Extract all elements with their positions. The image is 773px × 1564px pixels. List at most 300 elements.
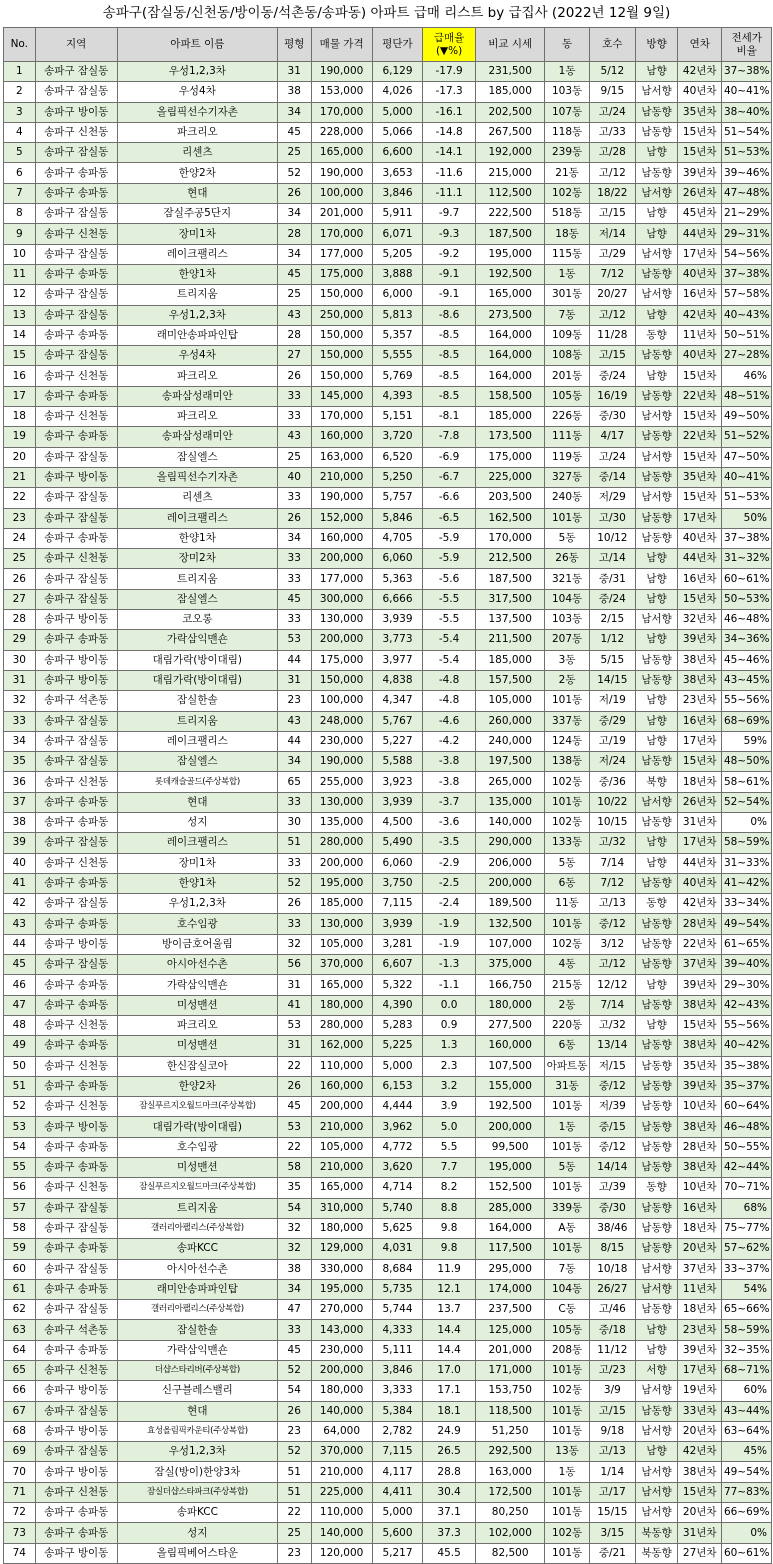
cell-discount-rate: -5.6 bbox=[423, 569, 476, 589]
cell-price-per-pyeong: 5,250 bbox=[372, 467, 423, 487]
cell-unit: 18/22 bbox=[589, 183, 635, 203]
cell-age: 39년차 bbox=[678, 630, 722, 650]
cell-market-price: 132,500 bbox=[475, 914, 545, 934]
cell-age: 27년차 bbox=[678, 1543, 722, 1563]
cell-price-per-pyeong: 5,151 bbox=[372, 407, 423, 427]
cell-apartment-name: 잠실엘스 bbox=[117, 447, 277, 467]
cell-building: 101동 bbox=[545, 1361, 589, 1381]
cell-building: 101동 bbox=[545, 1137, 589, 1157]
cell-pyeong: 52 bbox=[277, 1361, 311, 1381]
cell-jeonse-ratio: 58~61% bbox=[722, 772, 772, 792]
cell-discount-rate: -4.6 bbox=[423, 711, 476, 731]
cell-region: 송파구 신천동 bbox=[35, 772, 117, 792]
cell-jeonse-ratio: 33~37% bbox=[722, 1259, 772, 1279]
cell-apartment-name: 트리지움 bbox=[117, 1198, 277, 1218]
cell-price-per-pyeong: 5,205 bbox=[372, 244, 423, 264]
cell-pyeong: 45 bbox=[277, 264, 311, 284]
cell-building: 101동 bbox=[545, 1482, 589, 1502]
cell-discount-rate: -9.3 bbox=[423, 224, 476, 244]
cell-age: 23년차 bbox=[678, 1320, 722, 1340]
cell-price: 370,000 bbox=[311, 955, 372, 975]
header-market-price: 비교 시세 bbox=[475, 28, 545, 62]
table-row bbox=[4, 366, 772, 386]
cell-jeonse-ratio: 27~28% bbox=[722, 346, 772, 366]
cell-age: 17년차 bbox=[678, 731, 722, 751]
apartment-listing-table bbox=[3, 27, 772, 1564]
cell-discount-rate: -11.1 bbox=[423, 183, 476, 203]
cell-building: 104동 bbox=[545, 1279, 589, 1299]
cell-discount-rate: -14.1 bbox=[423, 143, 476, 163]
cell-jeonse-ratio: 51~53% bbox=[722, 143, 772, 163]
cell-discount-rate: 7.7 bbox=[423, 1158, 476, 1178]
cell-region: 송파구 신천동 bbox=[35, 1361, 117, 1381]
cell-no: 50 bbox=[4, 1056, 36, 1076]
cell-price-per-pyeong: 3,333 bbox=[372, 1381, 423, 1401]
cell-discount-rate: 5.0 bbox=[423, 1117, 476, 1137]
cell-unit: 고/29 bbox=[589, 244, 635, 264]
cell-region: 송파구 신천동 bbox=[35, 1097, 117, 1117]
cell-pyeong: 34 bbox=[277, 752, 311, 772]
cell-discount-rate: 37.1 bbox=[423, 1503, 476, 1523]
table-row bbox=[4, 589, 772, 609]
cell-discount-rate: -1.9 bbox=[423, 914, 476, 934]
cell-unit: 고/46 bbox=[589, 1300, 635, 1320]
cell-apartment-name: 장미1차 bbox=[117, 853, 277, 873]
cell-region: 송파구 신천동 bbox=[35, 549, 117, 569]
cell-price-per-pyeong: 4,444 bbox=[372, 1097, 423, 1117]
cell-price-per-pyeong: 3,888 bbox=[372, 264, 423, 284]
cell-price: 150,000 bbox=[311, 325, 372, 345]
cell-pyeong: 23 bbox=[277, 1543, 311, 1563]
cell-price-per-pyeong: 3,750 bbox=[372, 873, 423, 893]
cell-market-price: 80,250 bbox=[475, 1503, 545, 1523]
cell-price-per-pyeong: 3,977 bbox=[372, 650, 423, 670]
table-row bbox=[4, 447, 772, 467]
cell-building: 7동 bbox=[545, 1259, 589, 1279]
cell-jeonse-ratio: 60~61% bbox=[722, 1543, 772, 1563]
cell-market-price: 212,500 bbox=[475, 549, 545, 569]
cell-market-price: 166,750 bbox=[475, 975, 545, 995]
cell-price: 225,000 bbox=[311, 1482, 372, 1502]
cell-market-price: 195,000 bbox=[475, 1158, 545, 1178]
cell-no: 27 bbox=[4, 589, 36, 609]
cell-unit: 11/12 bbox=[589, 1340, 635, 1360]
cell-no: 9 bbox=[4, 224, 36, 244]
cell-pyeong: 32 bbox=[277, 934, 311, 954]
cell-direction: 남향 bbox=[636, 305, 678, 325]
cell-apartment-name: 현대 bbox=[117, 183, 277, 203]
cell-market-price: 317,500 bbox=[475, 589, 545, 609]
header-apartment-name: 아파트 이름 bbox=[117, 28, 277, 62]
cell-price-per-pyeong: 5,225 bbox=[372, 1036, 423, 1056]
cell-direction: 남서향 bbox=[636, 407, 678, 427]
cell-price: 175,000 bbox=[311, 264, 372, 284]
cell-price-per-pyeong: 5,813 bbox=[372, 305, 423, 325]
cell-discount-rate: -3.5 bbox=[423, 833, 476, 853]
cell-market-price: 140,000 bbox=[475, 812, 545, 832]
cell-price: 230,000 bbox=[311, 1340, 372, 1360]
cell-discount-rate: -8.6 bbox=[423, 305, 476, 325]
cell-apartment-name: 우성4차 bbox=[117, 82, 277, 102]
cell-discount-rate: -2.9 bbox=[423, 853, 476, 873]
cell-unit: 1/12 bbox=[589, 630, 635, 650]
cell-market-price: 107,500 bbox=[475, 1056, 545, 1076]
cell-discount-rate: 28.8 bbox=[423, 1462, 476, 1482]
cell-building: 105동 bbox=[545, 1320, 589, 1340]
cell-price: 105,000 bbox=[311, 934, 372, 954]
cell-price: 110,000 bbox=[311, 1056, 372, 1076]
cell-market-price: 211,500 bbox=[475, 630, 545, 650]
cell-price: 190,000 bbox=[311, 62, 372, 82]
cell-no: 72 bbox=[4, 1503, 36, 1523]
cell-price: 150,000 bbox=[311, 346, 372, 366]
cell-market-price: 102,000 bbox=[475, 1523, 545, 1543]
cell-unit: 중/18 bbox=[589, 1320, 635, 1340]
cell-price-per-pyeong: 6,060 bbox=[372, 549, 423, 569]
cell-pyeong: 43 bbox=[277, 711, 311, 731]
cell-price-per-pyeong: 3,923 bbox=[372, 772, 423, 792]
cell-no: 1 bbox=[4, 62, 36, 82]
cell-building: 2동 bbox=[545, 995, 589, 1015]
cell-market-price: 285,000 bbox=[475, 1198, 545, 1218]
table-row bbox=[4, 670, 772, 690]
cell-region: 송파구 잠실동 bbox=[35, 894, 117, 914]
cell-market-price: 189,500 bbox=[475, 894, 545, 914]
cell-jeonse-ratio: 35~38% bbox=[722, 1056, 772, 1076]
header-building: 동 bbox=[545, 28, 589, 62]
cell-market-price: 164,000 bbox=[475, 346, 545, 366]
cell-region: 송파구 잠실동 bbox=[35, 1259, 117, 1279]
cell-unit: 저/15 bbox=[589, 1056, 635, 1076]
cell-building: 101동 bbox=[545, 1543, 589, 1563]
cell-pyeong: 26 bbox=[277, 894, 311, 914]
cell-apartment-name: 효성올림픽카운티(주상복합) bbox=[117, 1421, 277, 1441]
cell-discount-rate: -11.6 bbox=[423, 163, 476, 183]
cell-unit: 5/12 bbox=[589, 62, 635, 82]
cell-jeonse-ratio: 68~69% bbox=[722, 711, 772, 731]
cell-region: 송파구 방이동 bbox=[35, 1543, 117, 1563]
cell-price-per-pyeong: 5,490 bbox=[372, 833, 423, 853]
cell-age: 38년차 bbox=[678, 650, 722, 670]
cell-unit: 저/39 bbox=[589, 1097, 635, 1117]
cell-market-price: 162,500 bbox=[475, 508, 545, 528]
cell-unit: 2/15 bbox=[589, 610, 635, 630]
cell-discount-rate: 11.9 bbox=[423, 1259, 476, 1279]
cell-price: 201,000 bbox=[311, 204, 372, 224]
cell-age: 17년차 bbox=[678, 508, 722, 528]
table-row bbox=[4, 62, 772, 82]
cell-market-price: 203,500 bbox=[475, 488, 545, 508]
cell-no: 13 bbox=[4, 305, 36, 325]
cell-age: 10년차 bbox=[678, 1097, 722, 1117]
cell-no: 66 bbox=[4, 1381, 36, 1401]
cell-no: 16 bbox=[4, 366, 36, 386]
cell-unit: 중/14 bbox=[589, 467, 635, 487]
table-row bbox=[4, 1442, 772, 1462]
table-row bbox=[4, 1361, 772, 1381]
cell-price-per-pyeong: 3,939 bbox=[372, 914, 423, 934]
cell-jeonse-ratio: 38~40% bbox=[722, 102, 772, 122]
cell-region: 송파구 잠실동 bbox=[35, 143, 117, 163]
cell-region: 송파구 방이동 bbox=[35, 934, 117, 954]
cell-discount-rate: -1.9 bbox=[423, 934, 476, 954]
cell-price-per-pyeong: 4,333 bbox=[372, 1320, 423, 1340]
cell-direction: 남서향 bbox=[636, 488, 678, 508]
cell-discount-rate: 12.1 bbox=[423, 1279, 476, 1299]
cell-unit: 10/22 bbox=[589, 792, 635, 812]
cell-price-per-pyeong: 5,735 bbox=[372, 1279, 423, 1299]
table-row bbox=[4, 244, 772, 264]
cell-building: 101동 bbox=[545, 1097, 589, 1117]
cell-jeonse-ratio: 40~41% bbox=[722, 82, 772, 102]
cell-jeonse-ratio: 29~31% bbox=[722, 224, 772, 244]
cell-market-price: 192,500 bbox=[475, 264, 545, 284]
table-row bbox=[4, 1320, 772, 1340]
cell-region: 송파구 송파동 bbox=[35, 1158, 117, 1178]
table-row bbox=[4, 325, 772, 345]
cell-direction: 북향 bbox=[636, 772, 678, 792]
cell-age: 28년차 bbox=[678, 914, 722, 934]
cell-building: 아파트동 bbox=[545, 1056, 589, 1076]
cell-price-per-pyeong: 3,620 bbox=[372, 1158, 423, 1178]
cell-direction: 북동향 bbox=[636, 1523, 678, 1543]
cell-no: 62 bbox=[4, 1300, 36, 1320]
cell-age: 16년차 bbox=[678, 569, 722, 589]
cell-market-price: 117,500 bbox=[475, 1239, 545, 1259]
cell-discount-rate: -5.4 bbox=[423, 630, 476, 650]
cell-price-per-pyeong: 5,283 bbox=[372, 1015, 423, 1035]
cell-no: 58 bbox=[4, 1218, 36, 1238]
table-row bbox=[4, 914, 772, 934]
cell-discount-rate: -9.2 bbox=[423, 244, 476, 264]
cell-price: 129,000 bbox=[311, 1239, 372, 1259]
cell-no: 31 bbox=[4, 670, 36, 690]
cell-price-per-pyeong: 3,773 bbox=[372, 630, 423, 650]
cell-market-price: 187,500 bbox=[475, 224, 545, 244]
cell-pyeong: 33 bbox=[277, 610, 311, 630]
cell-apartment-name: 갤러리아팰리스(주상복합) bbox=[117, 1300, 277, 1320]
cell-age: 10년차 bbox=[678, 1178, 722, 1198]
cell-building: 220동 bbox=[545, 1015, 589, 1035]
cell-region: 송파구 신천동 bbox=[35, 1015, 117, 1035]
header-no: No. bbox=[4, 28, 36, 62]
table-row bbox=[4, 204, 772, 224]
cell-pyeong: 25 bbox=[277, 1523, 311, 1543]
cell-age: 32년차 bbox=[678, 610, 722, 630]
cell-direction: 남향 bbox=[636, 1015, 678, 1035]
cell-unit: 중/31 bbox=[589, 569, 635, 589]
cell-age: 44년차 bbox=[678, 549, 722, 569]
cell-price: 195,000 bbox=[311, 873, 372, 893]
cell-building: 31동 bbox=[545, 1076, 589, 1096]
cell-building: 4동 bbox=[545, 955, 589, 975]
cell-discount-rate: 18.1 bbox=[423, 1401, 476, 1421]
cell-pyeong: 26 bbox=[277, 366, 311, 386]
cell-direction: 동향 bbox=[636, 325, 678, 345]
cell-pyeong: 43 bbox=[277, 427, 311, 447]
cell-no: 10 bbox=[4, 244, 36, 264]
cell-unit: 8/15 bbox=[589, 1239, 635, 1259]
cell-discount-rate: -16.1 bbox=[423, 102, 476, 122]
cell-market-price: 273,500 bbox=[475, 305, 545, 325]
cell-building: 208동 bbox=[545, 1340, 589, 1360]
cell-direction: 서향 bbox=[636, 1361, 678, 1381]
cell-discount-rate: -5.9 bbox=[423, 549, 476, 569]
cell-discount-rate: 14.4 bbox=[423, 1320, 476, 1340]
cell-apartment-name: 대림가락(방이대림) bbox=[117, 670, 277, 690]
cell-building: 101동 bbox=[545, 1401, 589, 1421]
cell-no: 52 bbox=[4, 1097, 36, 1117]
cell-no: 71 bbox=[4, 1482, 36, 1502]
cell-direction: 남동향 bbox=[636, 1117, 678, 1137]
cell-region: 송파구 신천동 bbox=[35, 1056, 117, 1076]
cell-no: 5 bbox=[4, 143, 36, 163]
cell-age: 40년차 bbox=[678, 346, 722, 366]
cell-age: 22년차 bbox=[678, 427, 722, 447]
cell-pyeong: 34 bbox=[277, 528, 311, 548]
cell-direction: 남향 bbox=[636, 975, 678, 995]
cell-price: 310,000 bbox=[311, 1198, 372, 1218]
cell-unit: 저/29 bbox=[589, 488, 635, 508]
cell-age: 38년차 bbox=[678, 670, 722, 690]
cell-building: 138동 bbox=[545, 752, 589, 772]
cell-no: 2 bbox=[4, 82, 36, 102]
cell-no: 56 bbox=[4, 1178, 36, 1198]
cell-apartment-name: 우성1,2,3차 bbox=[117, 62, 277, 82]
cell-pyeong: 31 bbox=[277, 975, 311, 995]
cell-jeonse-ratio: 50~51% bbox=[722, 325, 772, 345]
cell-apartment-name: 레이크팰리스 bbox=[117, 833, 277, 853]
cell-no: 41 bbox=[4, 873, 36, 893]
cell-pyeong: 52 bbox=[277, 163, 311, 183]
cell-price-per-pyeong: 5,769 bbox=[372, 366, 423, 386]
cell-price-per-pyeong: 6,071 bbox=[372, 224, 423, 244]
cell-apartment-name: 대림가락(방이대림) bbox=[117, 1117, 277, 1137]
cell-unit: 중/29 bbox=[589, 711, 635, 731]
cell-apartment-name: 우성1,2,3차 bbox=[117, 305, 277, 325]
cell-no: 6 bbox=[4, 163, 36, 183]
cell-market-price: 277,500 bbox=[475, 1015, 545, 1035]
cell-building: 6동 bbox=[545, 1036, 589, 1056]
cell-apartment-name: 트리지움 bbox=[117, 569, 277, 589]
cell-building: 101동 bbox=[545, 1421, 589, 1441]
cell-price-per-pyeong: 4,117 bbox=[372, 1462, 423, 1482]
cell-region: 송파구 잠실동 bbox=[35, 204, 117, 224]
cell-no: 4 bbox=[4, 122, 36, 142]
cell-price: 160,000 bbox=[311, 1076, 372, 1096]
cell-no: 67 bbox=[4, 1401, 36, 1421]
cell-direction: 동향 bbox=[636, 894, 678, 914]
cell-unit: 고/32 bbox=[589, 1015, 635, 1035]
cell-market-price: 202,500 bbox=[475, 102, 545, 122]
cell-price-per-pyeong: 4,347 bbox=[372, 691, 423, 711]
cell-price: 180,000 bbox=[311, 995, 372, 1015]
table-row bbox=[4, 1137, 772, 1157]
cell-price-per-pyeong: 2,782 bbox=[372, 1421, 423, 1441]
cell-region: 송파구 송파동 bbox=[35, 1503, 117, 1523]
table-row bbox=[4, 346, 772, 366]
cell-apartment-name: 잠실푸르지오월드마크(주상복합) bbox=[117, 1178, 277, 1198]
cell-age: 42년차 bbox=[678, 62, 722, 82]
cell-market-price: 237,500 bbox=[475, 1300, 545, 1320]
table-row bbox=[4, 285, 772, 305]
cell-no: 29 bbox=[4, 630, 36, 650]
cell-discount-rate: 3.9 bbox=[423, 1097, 476, 1117]
cell-market-price: 185,000 bbox=[475, 407, 545, 427]
cell-apartment-name: 잠실엘스 bbox=[117, 752, 277, 772]
cell-discount-rate: 0.9 bbox=[423, 1015, 476, 1035]
cell-unit: 중/30 bbox=[589, 1198, 635, 1218]
cell-direction: 남향 bbox=[636, 1320, 678, 1340]
table-row bbox=[4, 1462, 772, 1482]
cell-no: 22 bbox=[4, 488, 36, 508]
cell-price: 200,000 bbox=[311, 853, 372, 873]
cell-jeonse-ratio: 43~45% bbox=[722, 670, 772, 690]
cell-jeonse-ratio: 45~46% bbox=[722, 650, 772, 670]
cell-age: 39년차 bbox=[678, 1076, 722, 1096]
cell-market-price: 157,500 bbox=[475, 670, 545, 690]
cell-pyeong: 44 bbox=[277, 650, 311, 670]
cell-unit: 고/39 bbox=[589, 1178, 635, 1198]
header-price: 매물 가격 bbox=[311, 28, 372, 62]
cell-region: 송파구 신천동 bbox=[35, 1178, 117, 1198]
table-row bbox=[4, 853, 772, 873]
cell-price-per-pyeong: 4,026 bbox=[372, 82, 423, 102]
cell-direction: 남향 bbox=[636, 630, 678, 650]
cell-no: 15 bbox=[4, 346, 36, 366]
cell-pyeong: 45 bbox=[277, 589, 311, 609]
cell-pyeong: 25 bbox=[277, 285, 311, 305]
cell-price: 185,000 bbox=[311, 894, 372, 914]
cell-age: 37년차 bbox=[678, 955, 722, 975]
cell-unit: 5/15 bbox=[589, 650, 635, 670]
cell-jeonse-ratio: 40~41% bbox=[722, 467, 772, 487]
cell-jeonse-ratio: 49~54% bbox=[722, 1462, 772, 1482]
cell-building: 5동 bbox=[545, 1158, 589, 1178]
table-row bbox=[4, 610, 772, 630]
cell-discount-rate: 9.8 bbox=[423, 1239, 476, 1259]
cell-price: 210,000 bbox=[311, 1117, 372, 1137]
header-jeonse-ratio: 전세가 비율 bbox=[722, 28, 772, 62]
cell-discount-rate: -8.1 bbox=[423, 407, 476, 427]
cell-jeonse-ratio: 58~59% bbox=[722, 833, 772, 853]
cell-discount-rate: -4.8 bbox=[423, 691, 476, 711]
header-age: 연차 bbox=[678, 28, 722, 62]
cell-unit: 20/27 bbox=[589, 285, 635, 305]
cell-discount-rate: 1.3 bbox=[423, 1036, 476, 1056]
cell-jeonse-ratio: 40~42% bbox=[722, 1036, 772, 1056]
table-row bbox=[4, 731, 772, 751]
cell-pyeong: 33 bbox=[277, 569, 311, 589]
cell-price-per-pyeong: 4,031 bbox=[372, 1239, 423, 1259]
cell-direction: 남동향 bbox=[636, 1218, 678, 1238]
cell-jeonse-ratio: 77~83% bbox=[722, 1482, 772, 1502]
cell-jeonse-ratio: 47~50% bbox=[722, 447, 772, 467]
cell-region: 송파구 잠실동 bbox=[35, 711, 117, 731]
cell-region: 송파구 송파동 bbox=[35, 812, 117, 832]
cell-direction: 남서향 bbox=[636, 1279, 678, 1299]
table-row bbox=[4, 752, 772, 772]
cell-no: 37 bbox=[4, 792, 36, 812]
cell-age: 45년차 bbox=[678, 204, 722, 224]
cell-discount-rate: -3.8 bbox=[423, 752, 476, 772]
cell-apartment-name: 송파삼성래미안 bbox=[117, 386, 277, 406]
table-row bbox=[4, 1076, 772, 1096]
cell-age: 15년차 bbox=[678, 1482, 722, 1502]
cell-apartment-name: 올림픽선수기자촌 bbox=[117, 467, 277, 487]
cell-direction: 남향 bbox=[636, 569, 678, 589]
cell-pyeong: 34 bbox=[277, 102, 311, 122]
